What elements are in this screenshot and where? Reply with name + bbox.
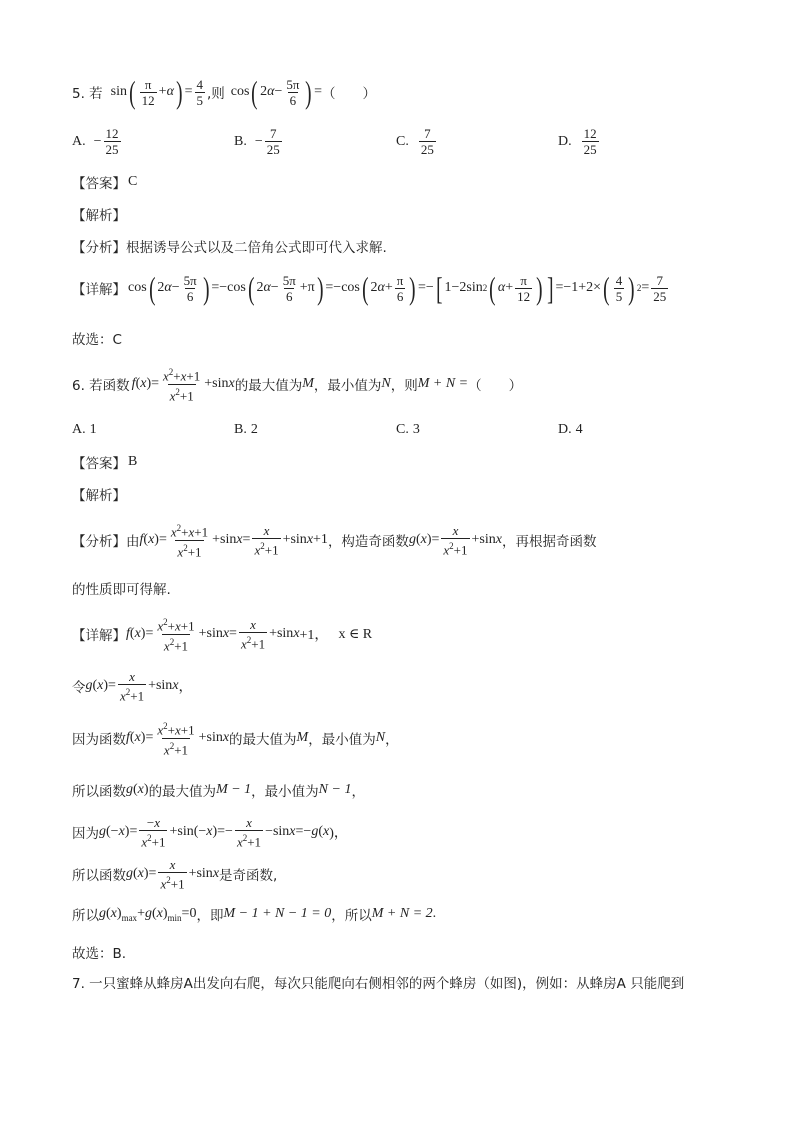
q6-line-yinwei1: 因为函数 f ( x )= $\frac{x^2+x+1}{x^2+1}$ +sin x 的最大值为 M ，最小值为 N ， — [72, 721, 399, 757]
q5-option-b[interactable]: B. − $\frac{7}{25}$ — [234, 126, 280, 157]
q5-paren: （ ） — [322, 86, 377, 102]
q6-stem: 6. 若函数 f ( x )= $\frac{x^2+x+1}{x^2+1}$ +sin x 的最大值为 M ，最小值为 N ，则 M + N = （ ） — [72, 367, 523, 403]
q5-condition: sin ( $\frac{\pi}{12}$ + α ) = $\frac{4}{5}$ — [110, 74, 203, 110]
q6-option-a[interactable]: A. 1 — [72, 422, 97, 437]
q5-stem — [72, 72, 376, 112]
q6-option-c[interactable]: C. 3 — [396, 422, 420, 437]
q6-line-yinwei2: 因为 g (− x )= $\frac{-x}{x^2+1}$ +sin(− x )=− $\frac{x}{x^2+1}$ −sin x =− g ( x )， — [72, 814, 348, 850]
q6-conclusion: 故选：B. — [72, 946, 127, 962]
q6-option-d[interactable]: D. 4 — [558, 422, 583, 437]
q5-option-c[interactable]: C. $\frac{7}{25}$ — [396, 126, 434, 157]
q6-line-ling: 令 g ( x )= $\frac{x}{x^2+1}$ +sin x ， — [72, 668, 193, 704]
q6-analysis-tag: 【解析】 — [72, 488, 126, 504]
q7-stem: 7. 一只蜜蜂从蜂房A出发向右爬，每次只能爬向右侧相邻的两个蜂房（如图)，例如：从蜂房A 只能爬到 — [72, 976, 685, 992]
q6-line-suoyi1: 所以函数 g(x) 的最大值为 M − 1 ，最小值为 N − 1 ， — [72, 782, 365, 800]
q5-mid: ,则 — [207, 86, 225, 102]
q5-conclusion: 故选：C — [72, 332, 122, 348]
q5-detail: 【详解】 cos ( 2 α − $\frac{5\pi}{6}$ ) =−cos ( 2 α − $\frac{5\pi}{6}$ +π ) =−cos ( 2 α + $\frac{\pi}{6}$ ) =− [ 1−2sin 2 ( α + $\frac{\pi}{12}$ ) ] =−1+2× ( $\frac{4}{5}$ ) 2 = $\frac{7}{25}$ — [72, 268, 670, 308]
q6-option-b[interactable]: B. 2 — [234, 422, 258, 437]
q6-line-suoyi3: 所以 $g(x)_{max}+g(x)_{min}=0$ ，即 M − 1 + N − 1 = 0 ，所以 M + N = 2 . — [72, 905, 437, 924]
q5-answer: 【答案】 C — [72, 174, 138, 192]
q5-option-d[interactable]: D. $\frac{12}{25}$ — [558, 126, 597, 157]
q5-target: cos ( 2 α − $\frac{5\pi}{6}$ ) = — [230, 74, 323, 110]
q6-detail: 【详解】 f ( x )= $\frac{x^2+x+1}{x^2+1}$ +sin x = $\frac{x}{x^2+1}$ +sin x +1， x ∈ R — [72, 616, 373, 653]
q6-answer: 【答案】 B — [72, 454, 138, 472]
q5-number: 5. 若 — [72, 86, 103, 102]
q6-fenxi: 【分析】 由 f ( x )= $\frac{x^2+x+1}{x^2+1}$ +sin x = $\frac{x}{x^2+1}$ +sin x +1 ，构造奇函数 g ( x )= $\frac{x}{x^2+1}$ +sin x ，再根据奇函数 — [72, 522, 597, 559]
q6-line-suoyi2: 所以函数 g ( x )= $\frac{x}{x^2+1}$ +sin x 是奇函数, — [72, 856, 278, 892]
q5-option-a[interactable]: A. − $\frac{12}{25}$ — [72, 126, 119, 157]
q5-fenxi: 【分析】 根据诱导公式以及二倍角公式即可代入求解. — [72, 240, 387, 256]
q5-analysis-tag: 【解析】 — [72, 208, 126, 224]
q6-number: 6. 若函数 — [72, 378, 130, 394]
q6-function: f ( x )= $\frac{x^2+x+1}{x^2+1}$ +sin x — [131, 367, 235, 403]
q6-fenxi-cont: 的性质即可得解. — [72, 582, 171, 598]
q5-detail-expr: cos ( 2 α − $\frac{5\pi}{6}$ ) =−cos ( 2 α − $\frac{5\pi}{6}$ +π ) =−cos ( 2 α + $\frac{\pi}{6}$ ) =− [ 1−2sin 2 ( α + $\frac{\pi}{12}$ ) ] =−1+2× ( $\frac{4}{5}$ ) 2 = $\frac{7}{25}$ — [128, 270, 667, 306]
